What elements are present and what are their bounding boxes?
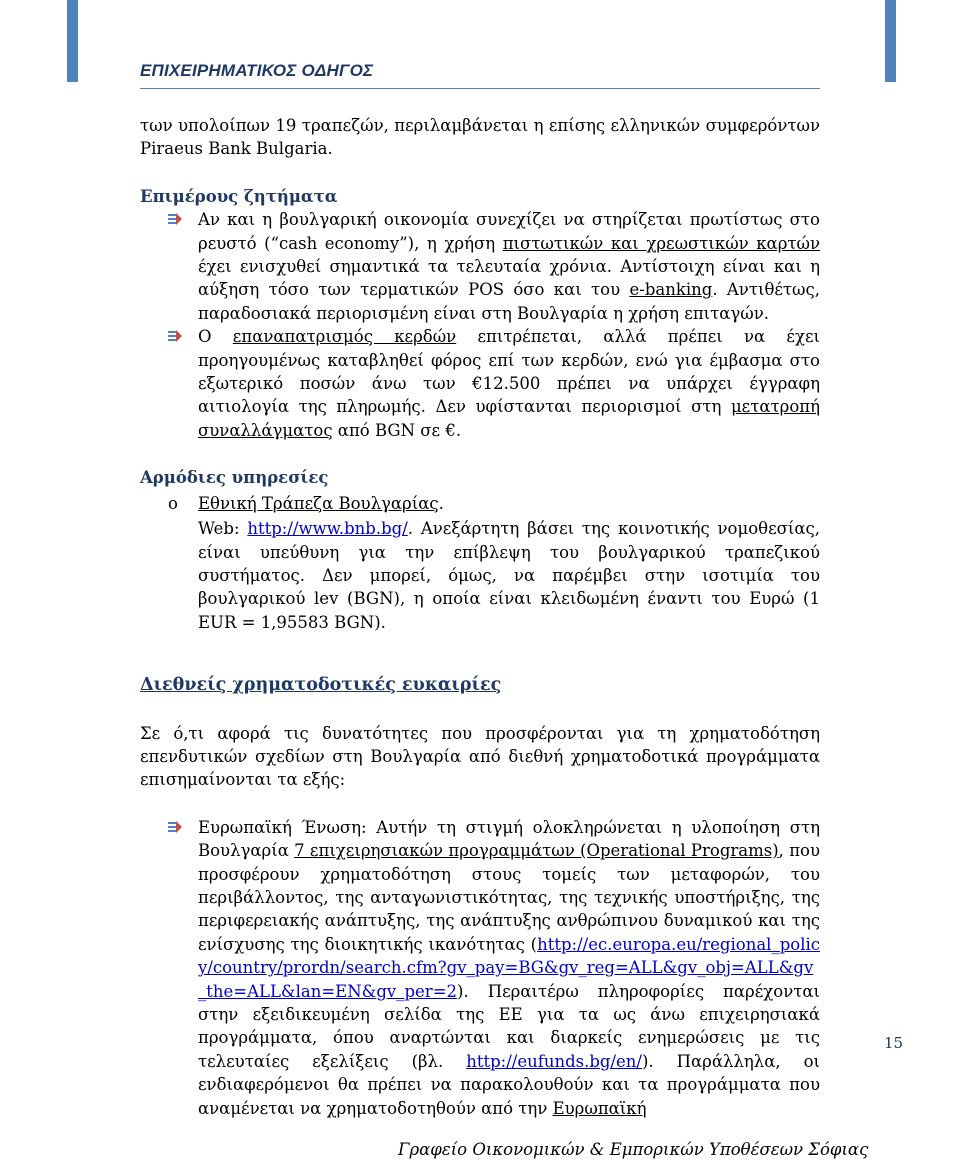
bullet-text: Αν και η βουλγαρική οικονομία συνεχίζει να στηρίζεται πρωτίστως στο ρευστό (“cash economy”), η χρήση [198, 210, 820, 253]
eufunds-link[interactable]: http://eufunds.bg/en/ [466, 1051, 642, 1071]
bullet-text: Ο [198, 327, 233, 347]
arrow-bullet-icon [168, 330, 182, 342]
bullet-text: ). Παράλληλα, οι ενδιαφερόμενοι θα πρέπει να παρακολουθούν και τα προγράμματα που αναμένεται να χρηματοδοτηθούν από την [198, 1051, 820, 1118]
arrow-bullet-icon [168, 213, 182, 225]
service-name-end: . [438, 493, 444, 513]
arrow-bullet-icon [168, 821, 182, 833]
bullet-text: , που προσφέρουν χρηματοδότηση στους τομείς των μεταφορών, του περιβάλλοντος, της ανταγωνιστικότητας, της τεχνικής υποστήριξης, της περιφερειακής ανάπτυξης, της ανάπτυξης ανθρώπινου δυναμικού και της ενίσχυσης της διοικητικής ικανότητας ( [198, 841, 821, 954]
header-bar-right [885, 0, 896, 82]
cards-underlined: πιστωτικών και χρεωστικών καρτών [502, 233, 821, 253]
ebanking-underlined: e-banking [629, 280, 713, 300]
eu-regional-link[interactable]: http://ec.europa.eu/regional_policy/country/prordn/search.cfm?gv_pay=BG&gv_reg=ALL&gv_obj=ALL&gv_the=ALL&lan=EN&gv_per=2 [198, 934, 820, 1001]
bullet-text: επιτρέπεται, αλλά πρέπει να έχει προηγουμένως καταβληθεί φόρος επί των κερδών, ενώ για έμβασμα στο εξωτερικό ποσών άνω των €12.500 πρέπει να υπάρχει έγγραφη αιτιολογία της πληρωμής. Δεν υφίστανται περιορισμοί στη [198, 327, 821, 417]
bullet-text: Ευρωπαϊκή Ένωση: Αυτήν τη στιγμή ολοκληρώνεται η υλοποίηση στη Βουλγαρία [198, 817, 820, 861]
bullet-text: . Αντιθέτως, παραδοσιακά περιορισμένη είναι στη Βουλγαρία η χρήση επιταγών. [198, 280, 820, 323]
intl-paragraph: Σε ό,τι αφορά τις δυνατότητες που προσφέρονται για τη χρηματοδότηση επενδυτικών σχεδίων στη Βουλγαρία από διεθνή χρηματοδοτικά προγράμματα επισημαίνονται τα εξής: [140, 723, 820, 790]
header-bar-left [67, 0, 78, 82]
bullet-eu [140, 816, 820, 1120]
intl-section-title: Διεθνείς χρηματοδοτικές ευκαιρίες [140, 675, 502, 696]
repatriation-underlined: επαναπατρισμός κερδών [232, 327, 457, 347]
services-heading: Αρμόδιες υπηρεσίες [140, 468, 329, 488]
header-title: ΕΠΙΧΕΙΡΗΜΑΤΙΚΟΣ ΟΔΗΓΟΣ [140, 61, 374, 80]
bullet-text: ). Περαιτέρω πληροφορίες παρέχονται στην εξειδικευμένη σελίδα της ΕΕ για τα ως άνω επιχειρησιακά προγράμματα, όπου αναρτώνται και διαρκείς ενημερώσεις με τις τελευταίες εξελίξεις (βλ. [198, 981, 820, 1071]
service-name: Εθνική Τράπεζα Βουλγαρίας [198, 493, 439, 513]
bullet-text: έχει ενισχυθεί σημαντικά τα τελευταία χρόνια. Αντίστοιχη είναι και η αύξηση τόσο των τερματικών POS όσο και του [198, 257, 820, 300]
page-content [140, 114, 820, 1120]
header-rule [140, 88, 820, 89]
intro-paragraph: των υπολοίπων 19 τραπεζών, περιλαμβάνεται η επίσης ελληνικών συμφερόντων Piraeus Bank Bulgaria. [140, 116, 820, 159]
bullet-repatriation [140, 325, 820, 442]
bullet-cards [140, 208, 820, 325]
bnb-link[interactable]: http://www.bnb.bg/ [247, 519, 408, 539]
conversion-underlined: μετατροπή συναλλάγματος [198, 397, 820, 440]
list-marker: o [168, 493, 178, 513]
service-desc-text: . Ανεξάρτητη βάσει της κοινοτικής νομοθεσίας, είναι υπεύθυνη για την επίβλεψη του βουλγαρικού τραπεζικού συστήματος. Δεν μπορεί, όμως, να παρέμβει στην ισοτιμία του βουλγαρικού lev (BGN), η οποία είναι κλειδωμένη έναντι του Ευρώ (1 EUR = 1,95583 BGN). [198, 519, 820, 632]
issues-heading: Επιμέρους ζητήματα [140, 186, 338, 206]
european-underlined: Ευρωπαϊκή [552, 1098, 647, 1118]
service-item [140, 492, 820, 515]
bullet-text: από BGN σε €. [332, 420, 462, 440]
programs-underlined: 7 επιχειρησιακών προγραμμάτων (Operational Programs) [294, 841, 779, 861]
footer-text: Γραφείο Οικονομικών & Εμπορικών Υποθέσεων Σόφιας [398, 1140, 869, 1159]
service-description [140, 517, 820, 634]
web-label: Web: [198, 519, 248, 539]
page-number: 15 [884, 1034, 904, 1052]
